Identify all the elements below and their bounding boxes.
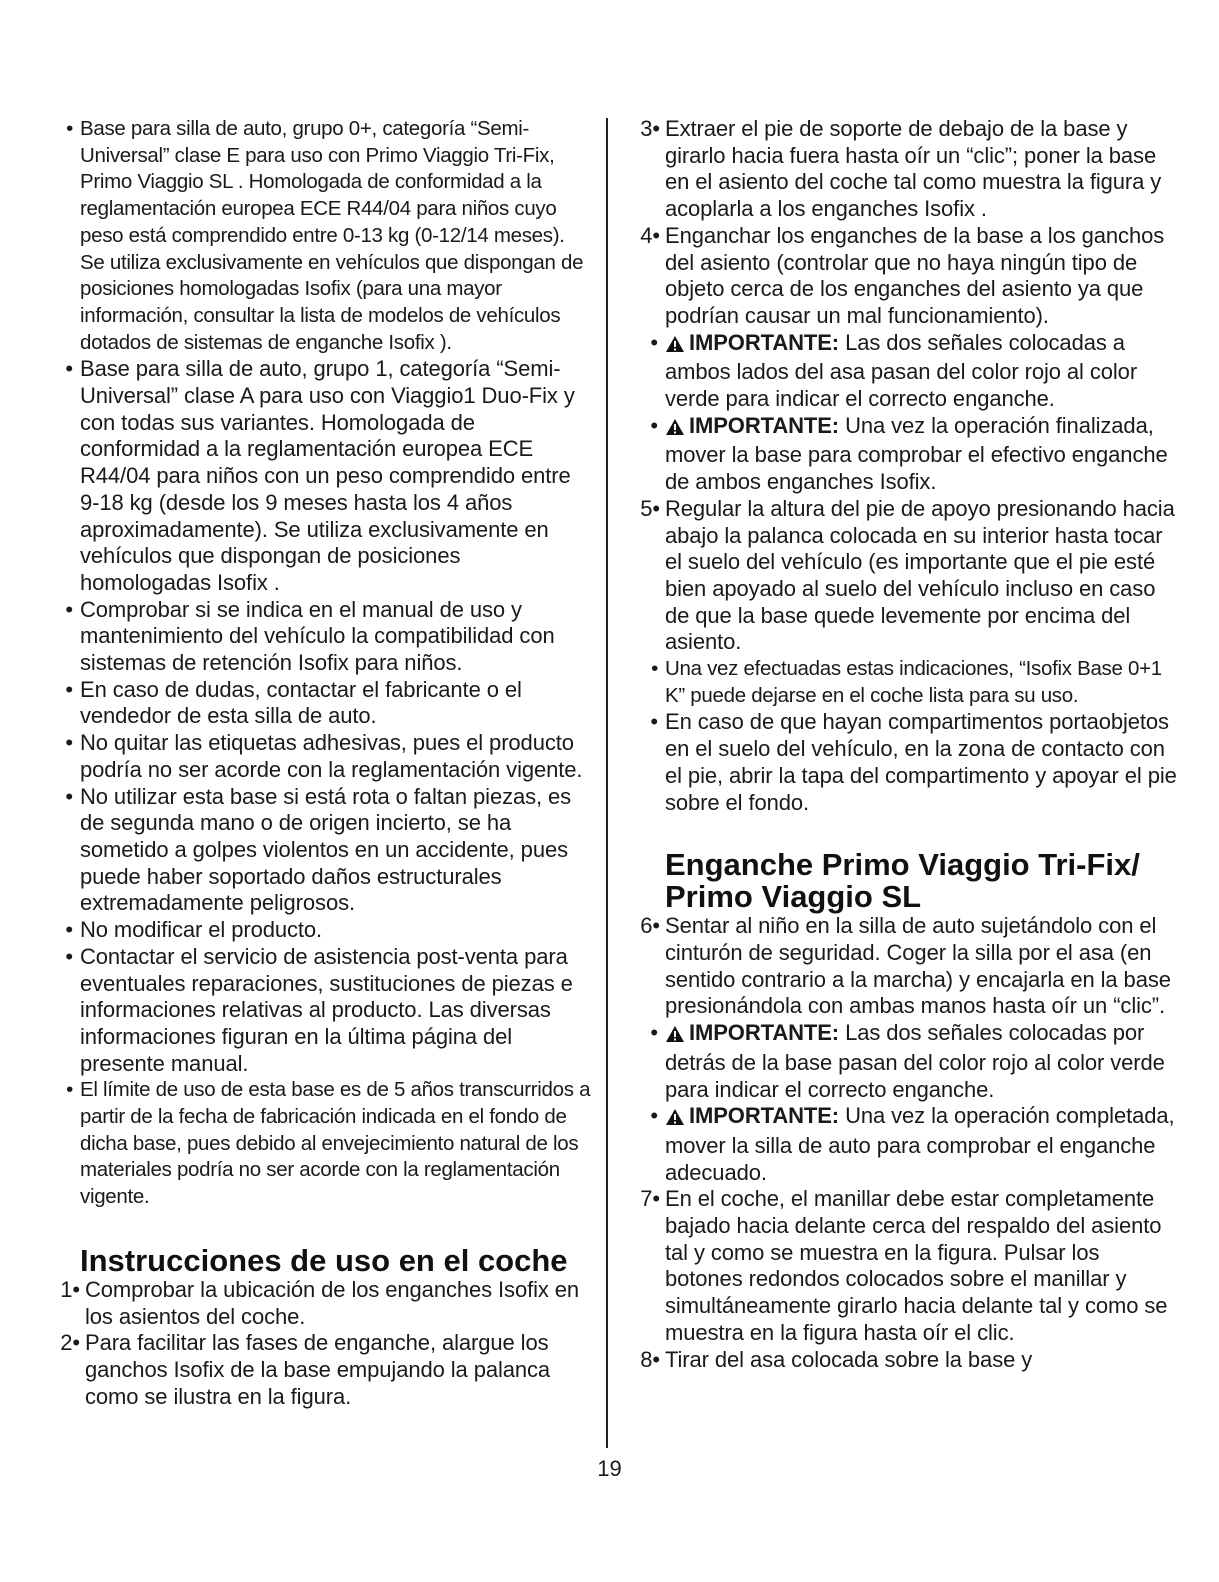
- list-item: [52, 1077, 592, 1211]
- page-number: 19: [597, 1456, 622, 1481]
- bullet-marker: •: [650, 412, 658, 438]
- warning-text: Las dos señales colocadas a ambos lados del asa pasan del color rojo al color verde para indicar el correcto enganche.: [665, 329, 1138, 412]
- list-item: [52, 784, 592, 918]
- step-number: 1•: [60, 1276, 80, 1302]
- list-item: [52, 116, 592, 356]
- step-text: Enganchar los enganches de la base a los ganchos del asiento (controlar que no haya ningún tipo de objeto cerca de los enganches del asiento ya que podrían causar un mal funcionamiento).: [665, 222, 1165, 328]
- bullet-marker: •: [650, 1103, 658, 1129]
- warning-icon: [665, 333, 685, 360]
- list-item-text: No quitar las etiquetas adhesivas, pues el producto podría no ser acorde con la reglamentación vigente.: [80, 730, 583, 782]
- left-column: [52, 116, 592, 1410]
- step-number: 2•: [60, 1330, 80, 1356]
- bullet-marker: •: [650, 1020, 658, 1046]
- bullet-marker: •: [65, 730, 73, 756]
- list-item-text: Base para silla de auto, grupo 0+, categoría “Semi-Universal” clase E para uso con Primo Viaggio Tri-Fix, Primo Viaggio SL . Homologada de conformidad a la reglamentación europea ECE R44/04 para niños cuyo peso está comprendido entre 0-13 kg (0-12/14 meses). Se utiliza exclusivamente en vehículos que dispongan de posiciones homologadas Isofix (para una mayor información, consultar la lista de modelos de vehículos dotados de sistemas de enganche Isofix ).: [80, 117, 584, 354]
- step-text: Para facilitar las fases de enganche, alargue los ganchos Isofix de la base empujando la palanca como se ilustra en la figura.: [85, 1330, 551, 1409]
- list-item-text: Contactar el servicio de asistencia post-venta para eventuales reparaciones, sustituciones de piezas e informaciones relativas al producto. Las diversas informaciones figuran en la última página del presente manual.: [80, 943, 573, 1076]
- numbered-step: [632, 223, 1180, 330]
- list-item: [52, 917, 592, 944]
- step-number: 6•: [640, 913, 660, 939]
- bullet-marker: •: [651, 657, 658, 681]
- step-number: 8•: [640, 1346, 660, 1372]
- numbered-step: [52, 1277, 592, 1330]
- numbered-step: [632, 1347, 1180, 1374]
- right-column: [632, 116, 1180, 1373]
- bullet-marker: •: [66, 117, 73, 140]
- step-text: Sentar al niño en la silla de auto sujetándolo con el cinturón de seguridad. Coger la silla por el asa (en sentido contrario a la marcha) y encajarla en la base presionándola con ambas manos hasta oír un “clic”.: [665, 913, 1171, 1019]
- list-item-text: No utilizar esta base si está rota o faltan piezas, es de segunda mano o de origen incierto, se ha sometido a golpes violentos en un accidente, pues puede haber soportado daños estructurales extremadamente peligrosos.: [80, 783, 572, 916]
- warning-icon: [665, 1023, 685, 1050]
- step-number: 5•: [640, 495, 660, 521]
- warning-item: [632, 330, 1180, 413]
- bullet-marker: •: [65, 783, 73, 809]
- numbered-step: [632, 496, 1180, 656]
- warning-item: [632, 413, 1180, 496]
- list-item: [52, 597, 592, 677]
- important-label: IMPORTANTE:: [689, 329, 840, 355]
- important-label: IMPORTANTE:: [689, 1020, 840, 1046]
- list-item-text: Una vez efectuadas estas indicaciones, “Isofix Base 0+1 K” puede dejarse en el coche lista para su uso.: [665, 657, 1162, 707]
- step-number: 4•: [640, 222, 660, 248]
- list-item-text: Comprobar si se indica en el manual de uso y mantenimiento del vehículo la compatibilidad con sistemas de retención Isofix para niños.: [80, 596, 555, 676]
- list-item-text: No modificar el producto.: [80, 917, 323, 943]
- list-item: [632, 656, 1180, 709]
- warning-text: Una vez la operación finalizada, mover la base para comprobar el efectivo enganche de ambos enganches Isofix.: [665, 412, 1168, 495]
- step-text: Extraer el pie de soporte de debajo de la base y girarlo hacia fuera hasta oír un “clic”; poner la base en el asiento del coche tal como muestra la figura y acoplarla a los enganches Isofix .: [665, 116, 1162, 222]
- bullet-marker: •: [65, 356, 73, 382]
- section-heading: Enganche Primo Viaggio Tri-Fix/ Primo Viaggio SL: [665, 847, 1140, 915]
- numbered-step: [52, 1330, 592, 1410]
- bullet-marker: •: [65, 917, 73, 943]
- warning-item: [632, 1103, 1180, 1186]
- list-item: [52, 944, 592, 1078]
- list-item: [52, 356, 592, 596]
- list-item-text: Base para silla de auto, grupo 1, categoría “Semi-Universal” clase A para uso con Viaggio1 Duo-Fix y con todas sus variantes. Homologada de conformidad a la reglamentación europea ECE R44/04 para niños con un peso comprendido entre 9-18 kg (desde los 9 meses hasta los 4 años aproximadamente). Se utiliza exclusivamente en vehículos que dispongan de posiciones homologadas Isofix .: [80, 356, 575, 595]
- section-heading: Instrucciones de uso en el coche: [80, 1242, 568, 1278]
- step-text: Tirar del asa colocada sobre la base y: [665, 1346, 1033, 1372]
- numbered-step: [632, 913, 1180, 1020]
- bullet-marker: •: [65, 596, 73, 622]
- bullet-marker: •: [66, 1078, 73, 1102]
- list-item-text: En caso de dudas, contactar el fabricante o el vendedor de esta silla de auto.: [80, 676, 522, 729]
- list-item-text: En caso de que hayan compartimentos portaobjetos en el suelo del vehículo, en la zona de contacto con el pie, abrir la tapa del compartimento y apoyar el pie sobre el fondo.: [665, 709, 1177, 815]
- numbered-step: [632, 116, 1180, 223]
- important-label: IMPORTANTE:: [689, 412, 840, 438]
- bullet-marker: •: [65, 943, 73, 969]
- warning-item: [632, 1020, 1180, 1103]
- column-divider: [606, 118, 608, 1448]
- list-item: [52, 730, 592, 783]
- step-text: Comprobar la ubicación de los enganches Isofix en los asientos del coche.: [85, 1276, 580, 1329]
- step-text: Regular la altura del pie de apoyo presionando hacia abajo la palanca colocada en su interior hasta tocar el suelo del vehículo (es importante que el pie esté bien apoyado al suelo del vehículo incluso en caso de que la base quede levemente por encima del asiento.: [665, 495, 1175, 655]
- warning-text: Una vez la operación completada, mover la silla de auto para comprobar el enganche adecuado.: [665, 1103, 1175, 1185]
- bullet-marker: •: [65, 676, 73, 702]
- bullet-marker: •: [650, 329, 658, 355]
- warning-text: Las dos señales colocadas por detrás de la base pasan del color rojo al color verde para indicar el correcto enganche.: [665, 1020, 1165, 1102]
- important-label: IMPORTANTE:: [689, 1103, 840, 1129]
- warning-icon: [665, 416, 685, 443]
- numbered-step: [632, 1186, 1180, 1346]
- list-item-text: El límite de uso de esta base es de 5 años transcurridos a partir de la fecha de fabricación indicada en el fondo de dicha base, pues debido al envejecimiento natural de los materiales podría no ser acorde con la reglamentación vigente.: [80, 1078, 591, 1209]
- step-number: 3•: [640, 116, 660, 141]
- step-text: En el coche, el manillar debe estar completamente bajado hacia delante cerca del respaldo del asiento tal y como se muestra en la figura. Pulsar los botones redondos colocados sobre el manillar y simultáneamente girarlo hacia delante tal y como se muestra en la figura hasta oír el clic.: [665, 1186, 1168, 1345]
- list-item: [52, 677, 592, 730]
- bullet-marker: •: [650, 709, 658, 735]
- list-item: [632, 709, 1180, 816]
- warning-icon: [665, 1106, 685, 1133]
- step-number: 7•: [640, 1186, 660, 1212]
